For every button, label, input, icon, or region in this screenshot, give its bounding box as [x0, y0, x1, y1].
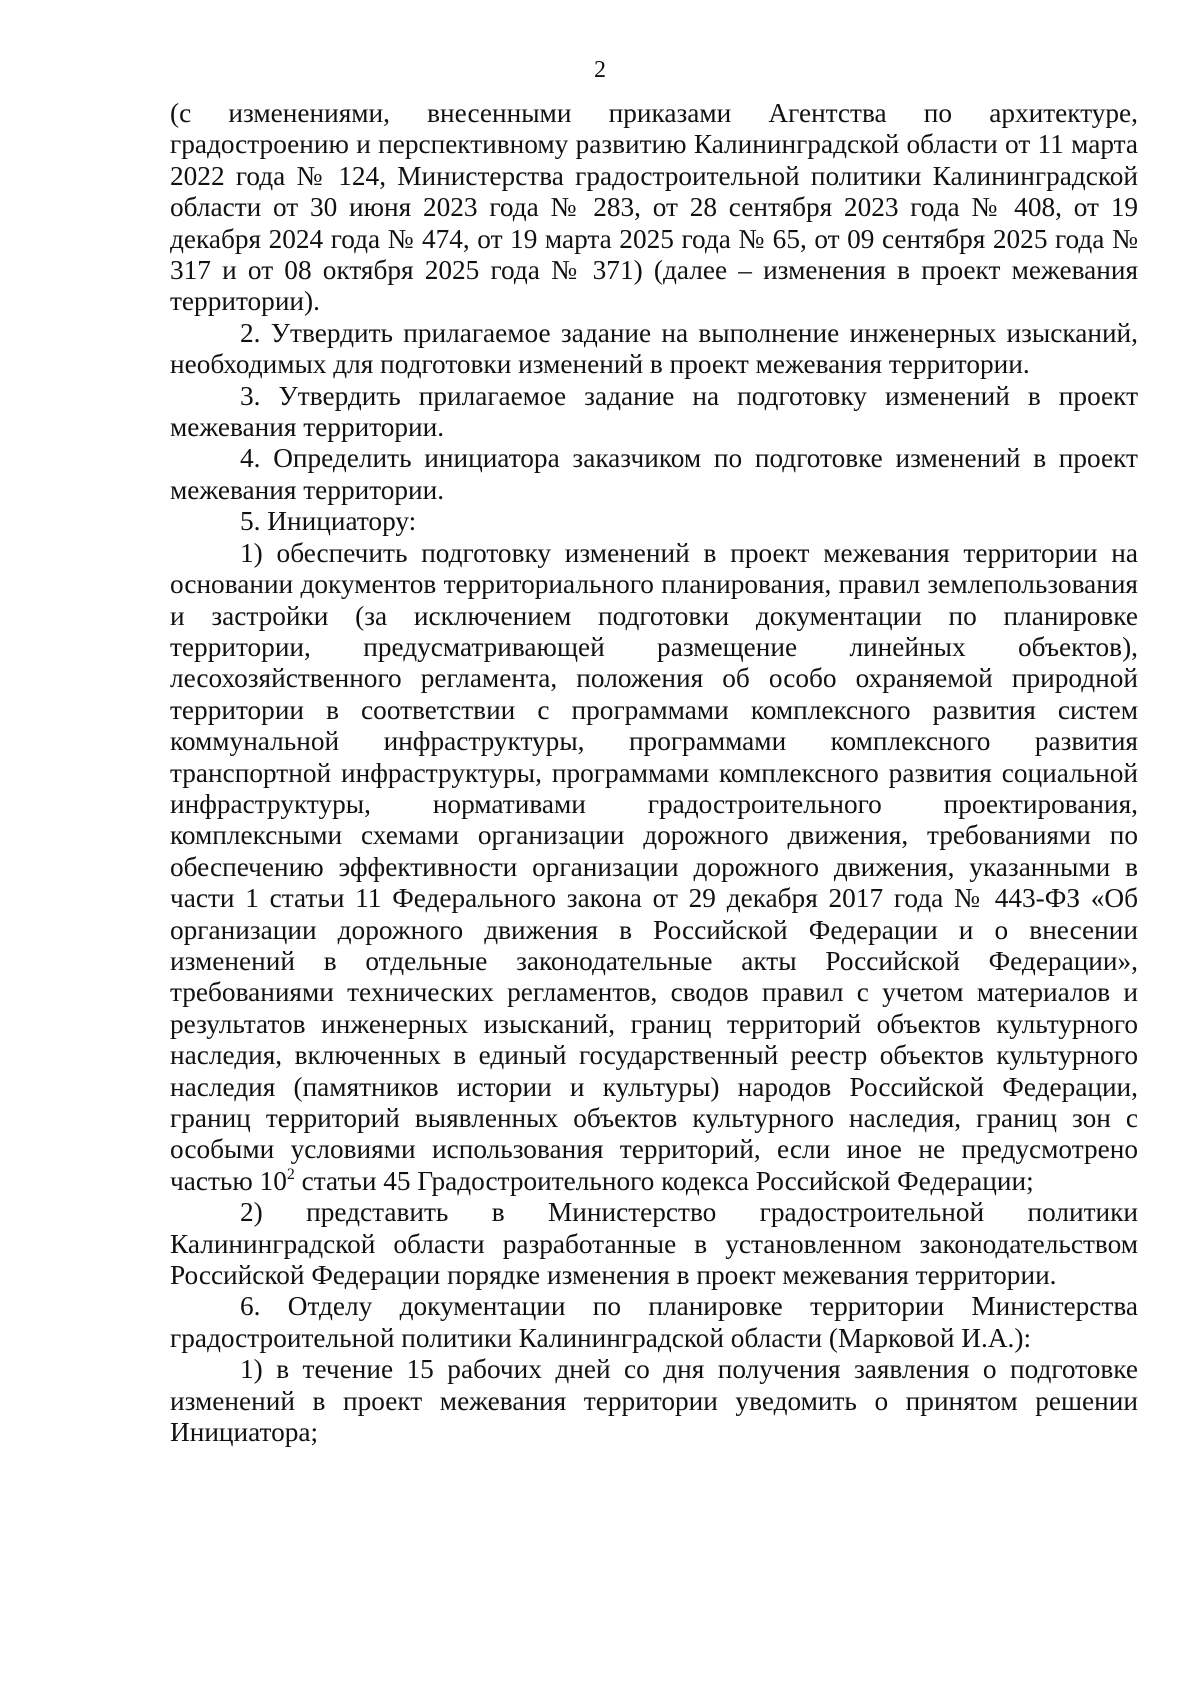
paragraph-item-4: 4. Определить инициатора заказчиком по подготовке изменений в проект межевания территории.	[170, 443, 1138, 505]
paragraph-item-2: 2. Утвердить прилагаемое задание на выполнение инженерных изысканий, необходимых для подготовки изменений в проект межевания территории.	[170, 317, 1138, 380]
page-number: 2	[594, 57, 606, 83]
paragraph-amendments-continuation: (с изменениями, внесенными приказами Агентства по архитектуре, градостроению и перспективному развитию Калининградской области от 11 марта 2022 года № 124, Министерства градостроительной политики Калининградской области от 30 июня 2023 года № 283, от 28 сентября 2023 года № 408, от 19 декабря 2024 года № 474, от 19 марта 2025 года № 65, от 09 сентября 2025 года № 317 и от 08 октября 2025 года № 371) (далее – изменения в проект межевания территории).	[170, 98, 1138, 317]
paragraph-item-6-1: 1) в течение 15 рабочих дней со дня получения заявления о подготовке изменений в проект межевания территории уведомить о принятом решении Инициатора;	[170, 1354, 1138, 1448]
document-body	[170, 98, 1138, 1448]
paragraph-item-5-2: 2) представить в Министерство градостроительной политики Калининградской области разработанные в установленном законодательством Российской Федерации порядке изменения в проект межевания территории.	[170, 1197, 1138, 1291]
superscript-index: 2	[286, 1165, 295, 1183]
item-5-1-text: 1) обеспечить подготовку изменений в проект межевания территории на основании документов территориального планирования, правил землепользования и застройки (за исключением подготовки документации по планировке территории, предусматривающей размещение линейных объектов), лесохозяйственного регламента, положения об особо охраняемой природной территории в соответствии с программами комплексного развития систем коммунальной инфраструктуры, программами комплексного развития транспортной инфраструктуры, программами комплексного развития социальной инфраструктуры, нормативами градостроительного проектирования, комплексными схемами организации дорожного движения, требованиями по обеспечению эффективности организации дорожного движения, указанными в части 1 статьи 11 Федерального закона от 29 декабря 2017 года № 443-ФЗ «Об организации дорожного движения в Российской Федерации и о внесении изменений в отдельные законодательные акты Российской Федерации», требованиями технических регламентов, сводов правил с учетом материалов и результатов инженерных изысканий, границ территорий объектов культурного наследия, включенных в единый государственный реестр объектов культурного наследия (памятников истории и культуры) народов Российской Федерации, границ территорий выявленных объектов культурного наследия, границ зон с особыми условиями использования территорий, если иное не предусмотрено частью 10	[170, 537, 1138, 1196]
paragraph-item-3: 3. Утвердить прилагаемое задание на подготовку изменений в проект межевания территории.	[170, 380, 1138, 443]
paragraph-item-5: 5. Инициатору:	[240, 506, 417, 537]
item-5-1-text-end: статьи 45 Градостроительного кодекса Российской Федерации;	[294, 1165, 1034, 1196]
paragraph-item-5-1	[170, 538, 1138, 1198]
paragraph-item-6: 6. Отделу документации по планировке территории Министерства градостроительной политики Калининградской области (Марковой И.А.):	[170, 1291, 1138, 1353]
